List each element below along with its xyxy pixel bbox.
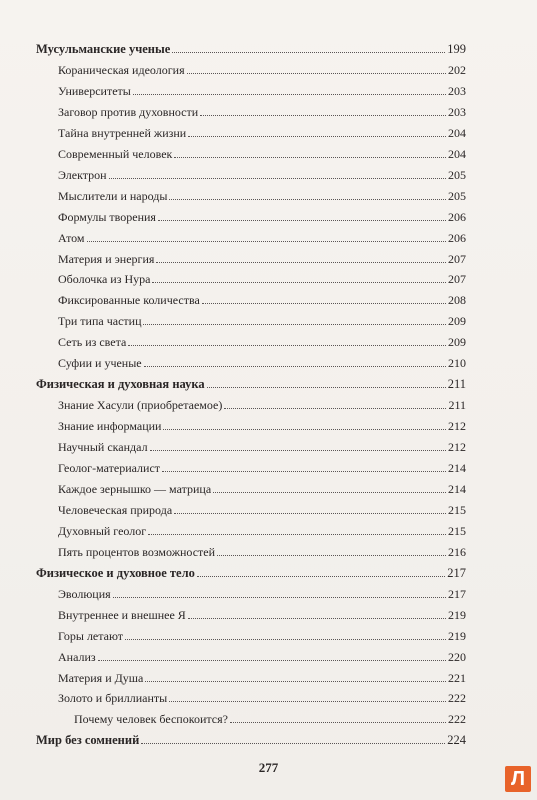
toc-page-number: 207 [448, 252, 466, 266]
toc-title: Человеческая природа [58, 503, 173, 517]
dot-leader [207, 387, 446, 388]
toc-item [58, 691, 466, 705]
toc-page-number: 206 [448, 210, 466, 224]
dot-leader [174, 513, 446, 514]
toc-page-number: 199 [447, 42, 466, 56]
toc-title: Физическая и духовная наука [36, 377, 205, 391]
dot-leader [172, 52, 445, 53]
toc-page-number: 217 [448, 587, 466, 601]
toc-page-number: 222 [448, 712, 466, 726]
toc-item [58, 650, 466, 664]
toc-page-number: 215 [448, 503, 466, 517]
dot-leader [152, 282, 446, 283]
toc-title: Три типа частиц [58, 314, 142, 328]
toc-item [58, 587, 466, 601]
toc-title: Электрон [58, 168, 107, 182]
toc-title: Каждое зернышко — матрица [58, 482, 212, 496]
toc-item [58, 231, 466, 245]
toc-section [36, 733, 466, 747]
toc-page-number: 217 [447, 566, 466, 580]
toc-title: Фиксированные количества [58, 293, 200, 307]
toc-item [58, 356, 466, 370]
toc-item [58, 608, 466, 622]
dot-leader [169, 199, 446, 200]
toc-title: Университеты [58, 84, 131, 98]
toc-page-number: 222 [448, 691, 466, 705]
dot-leader [224, 408, 446, 409]
toc-page-number: 203 [448, 105, 466, 119]
dot-leader [174, 157, 446, 158]
publisher-logo-icon: Л [505, 766, 531, 792]
toc-title: Духовный геолог [58, 524, 147, 538]
toc-item [58, 398, 466, 412]
dot-leader [197, 576, 445, 577]
toc-item [74, 712, 466, 726]
toc-page-number: 209 [448, 335, 466, 349]
dot-leader [213, 492, 446, 493]
dot-leader [148, 534, 446, 535]
toc-title: Суфии и ученые [58, 356, 142, 370]
toc-item [58, 168, 466, 182]
toc-title: Пять процентов возможностей [58, 545, 216, 559]
toc-item [58, 126, 466, 140]
toc-item [58, 210, 466, 224]
toc-item [58, 314, 466, 328]
toc-page-number: 208 [448, 293, 466, 307]
toc-page-number: 202 [448, 63, 466, 77]
dot-leader [202, 303, 446, 304]
toc-item [58, 293, 466, 307]
toc-item [58, 461, 466, 475]
dot-leader [188, 136, 446, 137]
toc-title: Атом [58, 231, 85, 245]
toc-item [58, 63, 466, 77]
toc-item [58, 252, 466, 266]
toc-item [58, 272, 466, 286]
toc-title: Материя и Душа [58, 671, 144, 685]
toc-section [36, 377, 466, 391]
toc-section [36, 42, 466, 56]
toc-title: Оболочка из Нура [58, 272, 151, 286]
toc-title: Знание информации [58, 419, 162, 433]
toc-item [58, 524, 466, 538]
toc-item [58, 189, 466, 203]
dot-leader [188, 618, 446, 619]
toc-item [58, 482, 466, 496]
toc-title: Геолог-материалист [58, 461, 161, 475]
toc-page-number: 211 [448, 398, 466, 412]
toc-page-number: 212 [448, 419, 466, 433]
toc-page-number: 224 [447, 733, 466, 747]
toc-title: Материя и энергия [58, 252, 155, 266]
toc-page-number: 211 [447, 377, 466, 391]
toc-page-number: 205 [448, 168, 466, 182]
toc-page-number: 220 [448, 650, 466, 664]
toc-page-number: 215 [448, 524, 466, 538]
toc-page-number: 221 [448, 671, 466, 685]
toc-page-number: 209 [448, 314, 466, 328]
toc-item [58, 419, 466, 433]
toc-page-number: 206 [448, 231, 466, 245]
dot-leader [158, 220, 446, 221]
toc-item [58, 335, 466, 349]
toc-page-number: 207 [448, 272, 466, 286]
toc-title: Формулы творения [58, 210, 156, 224]
toc-title: Сеть из света [58, 335, 127, 349]
toc-title: Внутреннее и внешнее Я [58, 608, 186, 622]
toc-title: Анализ [58, 650, 96, 664]
toc-title: Мыслители и народы [58, 189, 168, 203]
dot-leader [98, 660, 446, 661]
toc-page-number: 205 [448, 189, 466, 203]
toc-title: Кораническая идеология [58, 63, 185, 77]
toc-page-number: 216 [448, 545, 466, 559]
dot-leader [217, 555, 446, 556]
dot-leader [133, 94, 446, 95]
toc-title: Почему человек беспокоится? [74, 712, 228, 726]
page-number: 277 [258, 760, 279, 775]
dot-leader [230, 722, 446, 723]
toc-title: Золото и бриллианты [58, 691, 168, 705]
dot-leader [187, 73, 446, 74]
dot-leader [128, 345, 446, 346]
toc-page-number: 212 [448, 440, 466, 454]
toc-title: Физическое и духовное тело [36, 566, 195, 580]
toc-item [58, 440, 466, 454]
toc-title: Заговор против духовности [58, 105, 199, 119]
dot-leader [162, 471, 446, 472]
toc-title: Эволюция [58, 587, 111, 601]
toc-page-number: 210 [448, 356, 466, 370]
dot-leader [109, 178, 446, 179]
dot-leader [141, 743, 445, 744]
dot-leader [87, 241, 446, 242]
toc-item [58, 105, 466, 119]
toc-item [58, 147, 466, 161]
toc-section [36, 566, 466, 580]
toc-page-number: 219 [448, 608, 466, 622]
toc-title: Мир без сомнений [36, 733, 140, 747]
toc-item [58, 671, 466, 685]
toc-page-number: 204 [448, 126, 466, 140]
toc-title: Горы летают [58, 629, 124, 643]
toc-title: Современный человек [58, 147, 173, 161]
dot-leader [163, 429, 446, 430]
toc-page-number: 214 [448, 461, 466, 475]
dot-leader [156, 262, 446, 263]
dot-leader [169, 701, 446, 702]
dot-leader [200, 115, 446, 116]
dot-leader [150, 450, 446, 451]
toc-page-number: 204 [448, 147, 466, 161]
toc-page-number: 219 [448, 629, 466, 643]
toc-title: Знание Хасули (приобретаемое) [58, 398, 223, 412]
dot-leader [125, 639, 446, 640]
toc-title: Мусульманские ученые [36, 42, 171, 56]
dot-leader [145, 681, 446, 682]
toc-page-number: 214 [448, 482, 466, 496]
dot-leader [113, 597, 446, 598]
toc-title: Научный скандал [58, 440, 148, 454]
toc-page-number: 203 [448, 84, 466, 98]
toc-item [58, 629, 466, 643]
toc-title: Тайна внутренней жизни [58, 126, 187, 140]
dot-leader [143, 324, 446, 325]
dot-leader [144, 366, 446, 367]
toc-item [58, 503, 466, 517]
toc-item [58, 84, 466, 98]
toc-item [58, 545, 466, 559]
